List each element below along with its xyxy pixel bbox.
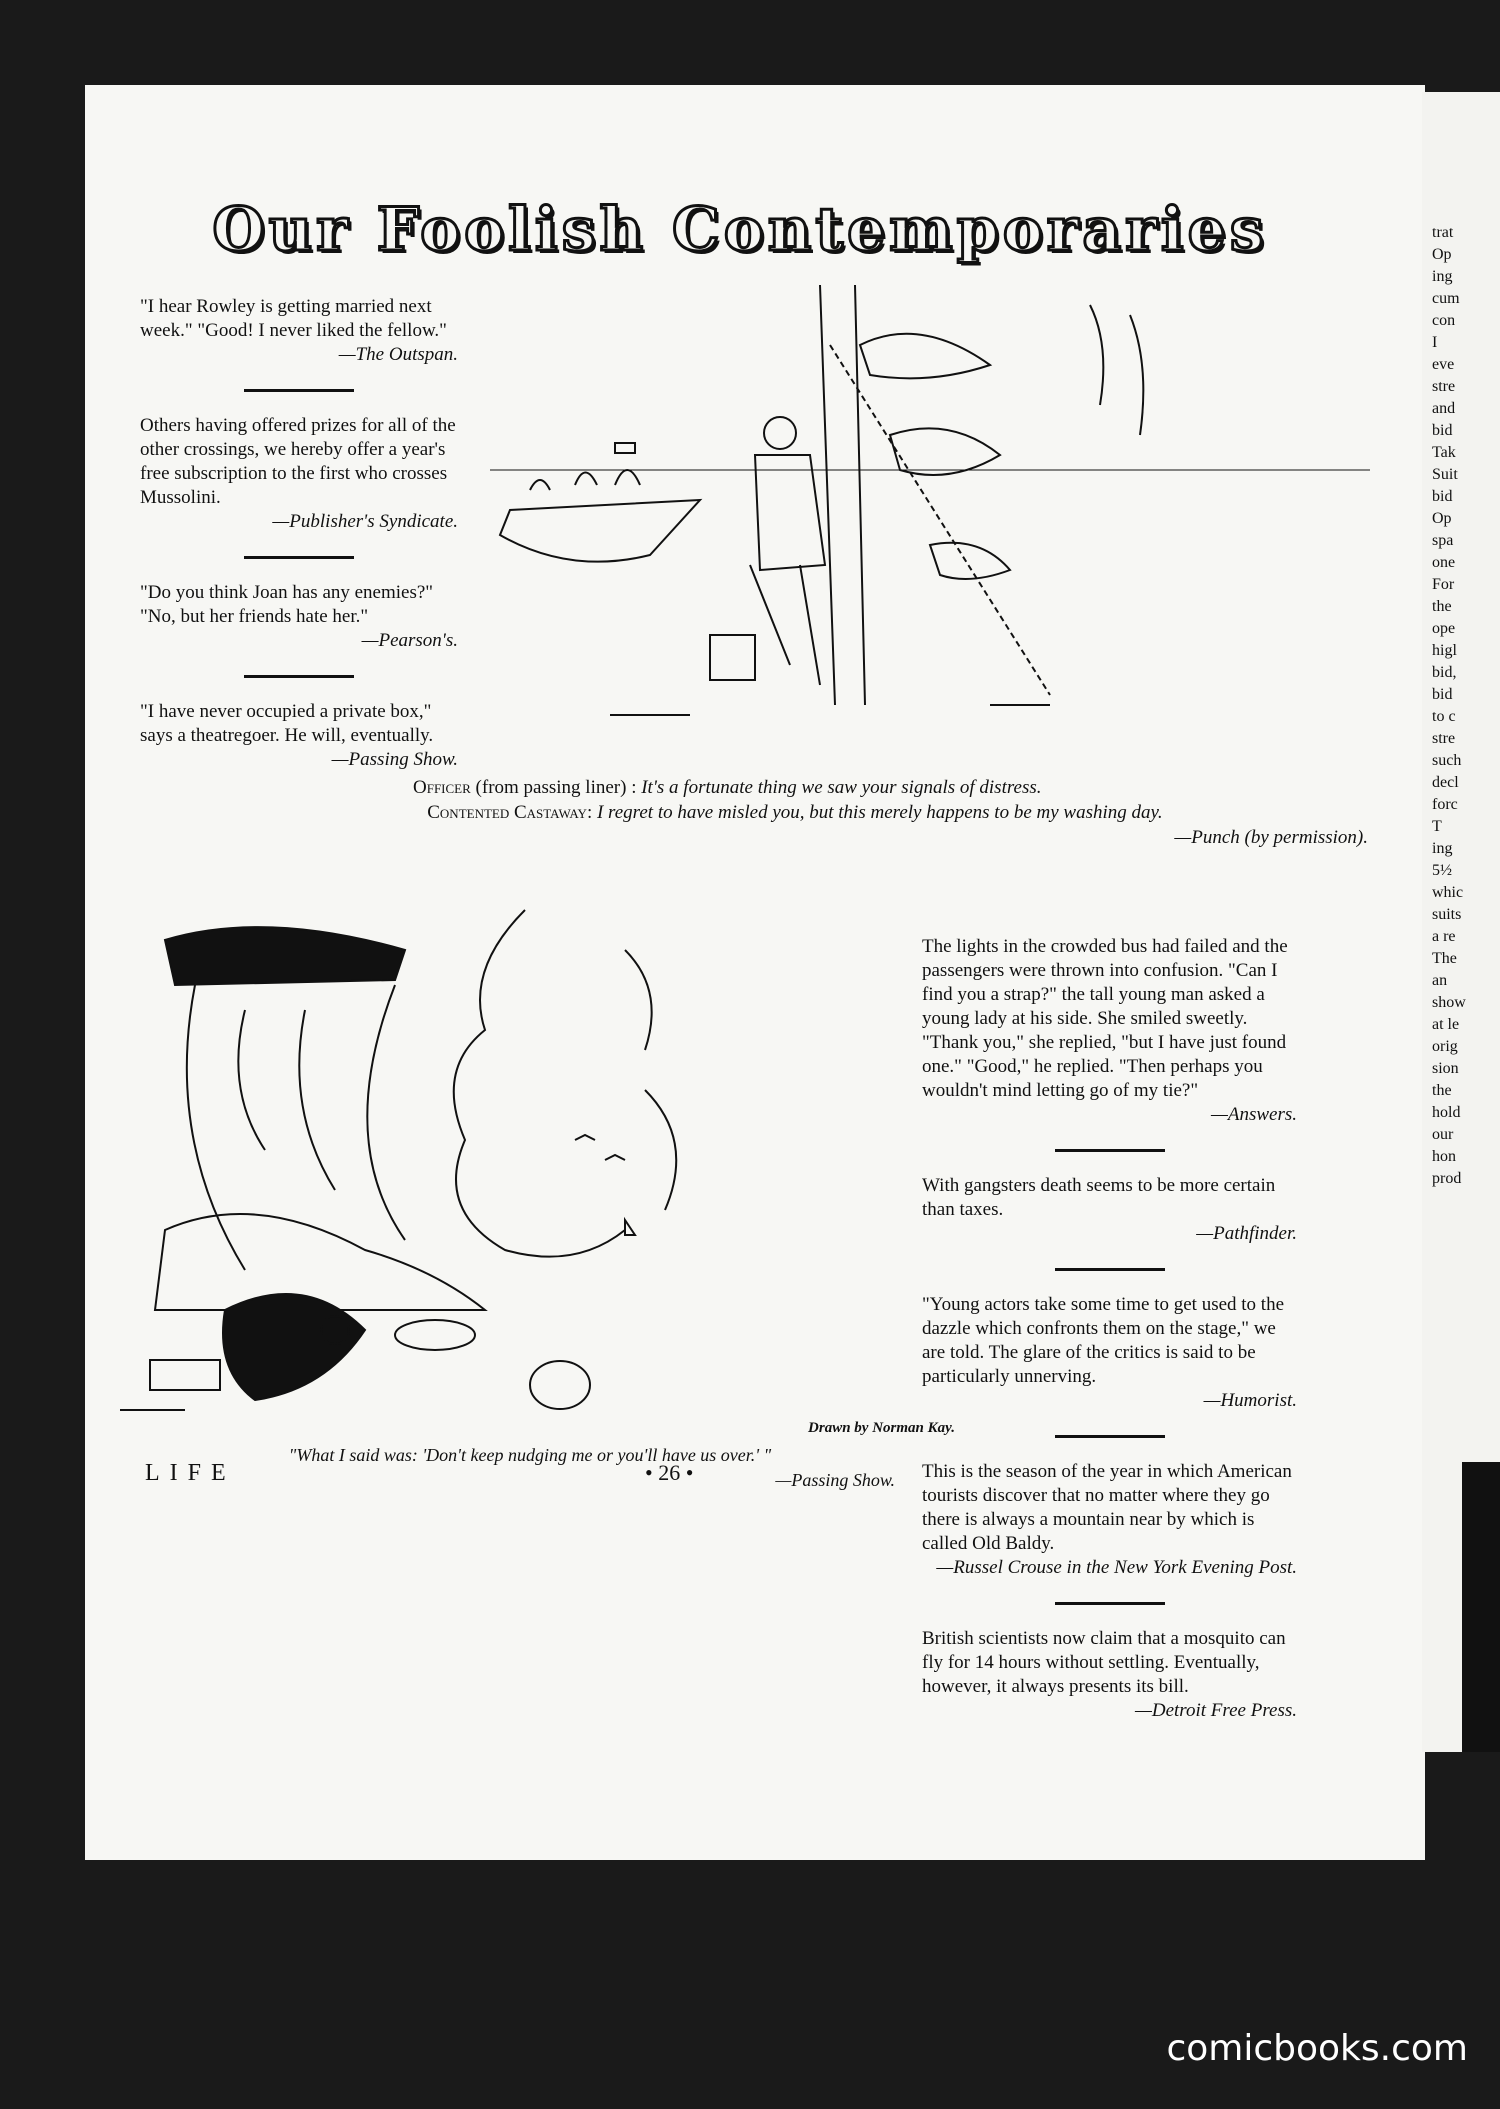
- divider: [1055, 1435, 1165, 1438]
- left-joke-column: [140, 295, 458, 772]
- adjacent-page-line: such: [1432, 752, 1462, 769]
- watermark: comicbooks.com: [1166, 2028, 1468, 2069]
- joke-source: —Passing Show.: [331, 749, 458, 770]
- divider: [244, 556, 354, 559]
- adjacent-page-line: eve: [1432, 356, 1455, 373]
- joke-text: "Do you think Joan has any enemies?" "No, but her friends hate her.": [140, 582, 434, 627]
- castaway-caption: [413, 775, 1368, 850]
- adjacent-page-line: bid: [1432, 422, 1453, 439]
- joke-text: "Young actors take some time to get used to the dazzle which confronts them on the stage," we are told. The glare of the critics is said to be particularly unnerving.: [922, 1294, 1285, 1387]
- adjacent-page-line: For: [1432, 576, 1455, 593]
- right-joke-column: [922, 935, 1297, 1723]
- adjacent-page-line: Suit: [1432, 466, 1458, 483]
- joke-source: —Detroit Free Press.: [1134, 1700, 1297, 1721]
- adjacent-page-line: con: [1432, 312, 1456, 329]
- adjacent-page-line: one: [1432, 554, 1456, 571]
- adjacent-page-line: ing: [1432, 840, 1453, 857]
- adjacent-page-line: an: [1432, 972, 1448, 989]
- adjacent-page-line: trat: [1432, 224, 1454, 241]
- adjacent-page-line: sion: [1432, 1060, 1459, 1077]
- adjacent-page-line: ing: [1432, 268, 1453, 285]
- adjacent-page-line: I: [1432, 334, 1438, 351]
- joke-source: —The Outspan.: [338, 344, 458, 365]
- adjacent-page-line: spa: [1432, 532, 1454, 549]
- cliff-cartoon-illustration: [105, 890, 960, 1430]
- joke-source: —Pearson's.: [361, 630, 458, 651]
- adjacent-page-line: the: [1432, 1082, 1452, 1099]
- adjacent-page-line: decl: [1432, 774, 1459, 791]
- illustrator-credit: Drawn by Norman Kay.: [808, 1420, 955, 1436]
- adjacent-page-line: prod: [1432, 1170, 1462, 1187]
- page-number: • 26 •: [645, 1460, 694, 1485]
- adjacent-page-line: and: [1432, 400, 1456, 417]
- adjacent-page-line: Op: [1432, 246, 1452, 263]
- adjacent-page-text: [1422, 92, 1500, 1190]
- adjacent-page-line: at le: [1432, 1016, 1460, 1033]
- adjacent-page-line: orig: [1432, 1038, 1458, 1055]
- divider: [1055, 1602, 1165, 1605]
- adjacent-page-line: T: [1432, 818, 1442, 835]
- joke-text: Others having offered prizes for all of the other crossings, we hereby offer a year's free subscription to the first who crosses Mussolini.: [140, 415, 456, 508]
- joke-text: The lights in the crowded bus had failed and the passengers were thrown into confusion. "Can I find you a strap?" the tall young man asked a young lady at his side. She smiled sweetly. "Thank you," she replied, "but I have just found one." "Good," he replied. "Then perhaps you wouldn't mind letting go of my tie?": [922, 936, 1288, 1101]
- joke-source: —Publisher's Syndicate.: [272, 511, 458, 532]
- officer-context: (from passing liner) :: [470, 777, 642, 798]
- magazine-page: [85, 85, 1425, 1860]
- adjacent-page-line: The: [1432, 950, 1457, 967]
- castaway-illustration: [490, 285, 1370, 745]
- adjacent-page-line: hon: [1432, 1148, 1456, 1165]
- joke-source: —Pathfinder.: [1196, 1223, 1297, 1244]
- page-title: Our Foolish Contemporaries: [212, 195, 1268, 265]
- adjacent-page-line: Op: [1432, 510, 1452, 527]
- crossword-fragment: [1462, 1462, 1500, 1752]
- adjacent-page-line: hold: [1432, 1104, 1461, 1121]
- adjacent-page-line: bid: [1432, 686, 1453, 703]
- castaway-label: Contented Castaway:: [427, 802, 593, 823]
- cliff-cartoon-source: —Passing Show.: [775, 1470, 895, 1490]
- adjacent-page-line: Tak: [1432, 444, 1456, 461]
- adjacent-page-line: higl: [1432, 642, 1457, 659]
- adjacent-page-line: a re: [1432, 928, 1456, 945]
- adjacent-page-line: our: [1432, 1126, 1454, 1143]
- adjacent-page-line: bid,: [1432, 664, 1457, 681]
- adjacent-page-line: to c: [1432, 708, 1456, 725]
- divider: [244, 675, 354, 678]
- magazine-name: LIFE: [145, 1460, 236, 1486]
- adjacent-page-line: the: [1432, 598, 1452, 615]
- castaway-line: I regret to have misled you, but this merely happens to be my washing day.: [592, 802, 1163, 823]
- joke-text: With gangsters death seems to be more certain than taxes.: [922, 1175, 1276, 1220]
- adjacent-page-line: 5½: [1432, 862, 1452, 879]
- adjacent-page-line: ope: [1432, 620, 1456, 637]
- adjacent-page-line: bid: [1432, 488, 1453, 505]
- officer-label: Officer: [413, 777, 471, 798]
- cliff-cartoon-caption: "What I said was: 'Don't keep nudging me or you'll have us over.' ": [288, 1445, 772, 1465]
- adjacent-page-strip: [1422, 92, 1500, 1752]
- divider: [244, 389, 354, 392]
- adjacent-page-line: forc: [1432, 796, 1458, 813]
- joke-text: This is the season of the year in which American tourists discover that no matter where they go there is always a mountain near by which is called Old Baldy.: [922, 1461, 1292, 1554]
- joke-text: British scientists now claim that a mosquito can fly for 14 hours without settling. Eventually, however, it always presents its bill.: [922, 1628, 1286, 1697]
- joke-source: —Answers.: [1210, 1104, 1297, 1125]
- joke-source: —Humorist.: [1203, 1390, 1297, 1411]
- divider: [1055, 1268, 1165, 1271]
- joke-text: "I hear Rowley is getting married next week." "Good! I never liked the fellow.": [140, 296, 447, 341]
- adjacent-page-line: whic: [1432, 884, 1464, 901]
- joke-text: "I have never occupied a private box," says a theatregoer. He will, eventually.: [140, 701, 434, 746]
- joke-source: —Russel Crouse in the New York Evening Post.: [936, 1557, 1297, 1578]
- adjacent-page-line: cum: [1432, 290, 1460, 307]
- adjacent-page-line: show: [1432, 994, 1466, 1011]
- officer-line: It's a fortunate thing we saw your signals of distress.: [641, 777, 1042, 798]
- adjacent-page-line: stre: [1432, 378, 1456, 395]
- divider: [1055, 1149, 1165, 1152]
- castaway-source: —Punch (by permission).: [1174, 827, 1368, 848]
- adjacent-page-line: stre: [1432, 730, 1456, 747]
- adjacent-page-line: suits: [1432, 906, 1462, 923]
